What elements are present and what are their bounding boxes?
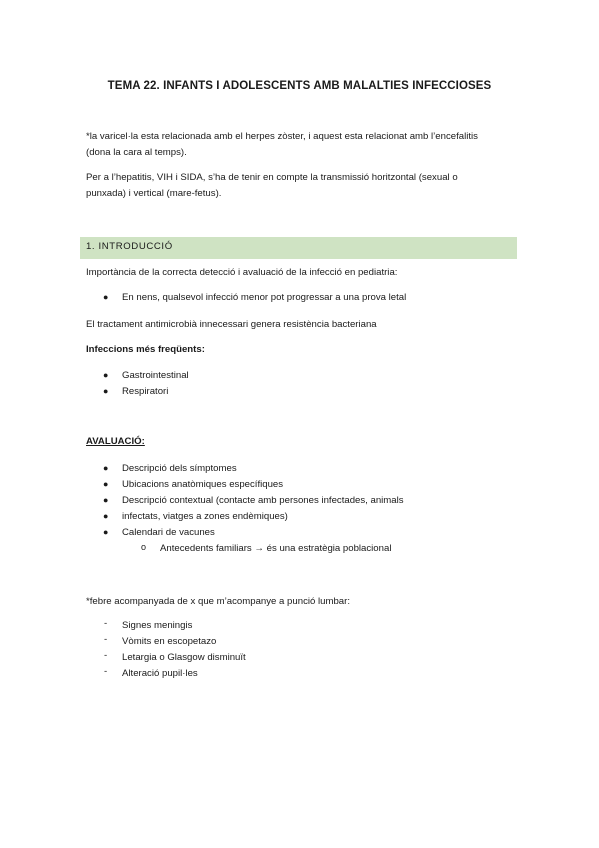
section-heading-bar [80, 237, 517, 259]
dash-marker: - [104, 666, 108, 677]
list-item: Vòmits en escopetazo [122, 636, 217, 647]
frequent-infections-heading: Infeccions més freqüents: [86, 344, 205, 355]
list-item: Respiratori [122, 386, 169, 397]
antimicrobial-paragraph: El tractament antimicrobià innecessari genera resistència bacteriana [86, 319, 377, 330]
bullet-dot: ● [103, 511, 109, 521]
section-heading: 1. INTRODUCCIÓ [86, 241, 173, 252]
note-transmission-line1: Per a l’hepatitis, VIH i SIDA, s’ha de tenir en compte la transmissió horitzontal (sexual o [86, 172, 458, 183]
sub-list-item: Antecedents familiars → és una estratègia poblacional [160, 543, 392, 554]
list-item: Descripció contextual (contacte amb persones infectades, animals [122, 495, 404, 506]
importance-paragraph: Importància de la correcta detecció i avaluació de la infecció en pediatria: [86, 267, 398, 278]
evaluation-heading: AVALUACIÓ: [86, 436, 145, 447]
sub-bullet-circle: o [141, 542, 147, 552]
list-item: Descripció dels símptomes [122, 463, 237, 474]
list-item: Ubicacions anatòmiques específiques [122, 479, 284, 490]
note-varicella-line2: (dona la cara al temps). [86, 147, 187, 158]
list-item: Alteració pupil·les [122, 668, 198, 679]
note-transmission-line2: punxada) i vertical (mare-fetus). [86, 188, 222, 199]
dash-marker: - [104, 634, 108, 645]
bullet-dot: ● [103, 495, 109, 505]
bullet-dot: ● [103, 292, 109, 302]
dash-marker: - [104, 618, 108, 629]
list-item: Letargia o Glasgow disminuït [122, 652, 246, 663]
bullet-dot: ● [103, 463, 109, 473]
list-item: infectats, viatges a zones endèmiques) [122, 511, 288, 522]
list-item: Calendari de vacunes [122, 527, 215, 538]
dash-marker: - [104, 650, 108, 661]
bullet-dot: ● [103, 527, 109, 537]
list-item: Gastrointestinal [122, 370, 189, 381]
note-varicella-line1: *la varicel·la esta relacionada amb el herpes zòster, i aquest esta relacionat amb l’encefalitis [86, 131, 478, 142]
bullet-dot: ● [103, 386, 109, 396]
list-item: Signes meningis [122, 620, 193, 631]
fever-heading: *febre acompanyada de x que m’acompanye a punció lumbar: [86, 596, 350, 607]
list-item: En nens, qualsevol infecció menor pot progressar a una prova letal [122, 292, 407, 303]
bullet-dot: ● [103, 479, 109, 489]
bullet-dot: ● [103, 370, 109, 380]
page-title: TEMA 22. INFANTS I ADOLESCENTS AMB MALALTIES INFECCIOSES [107, 80, 492, 92]
